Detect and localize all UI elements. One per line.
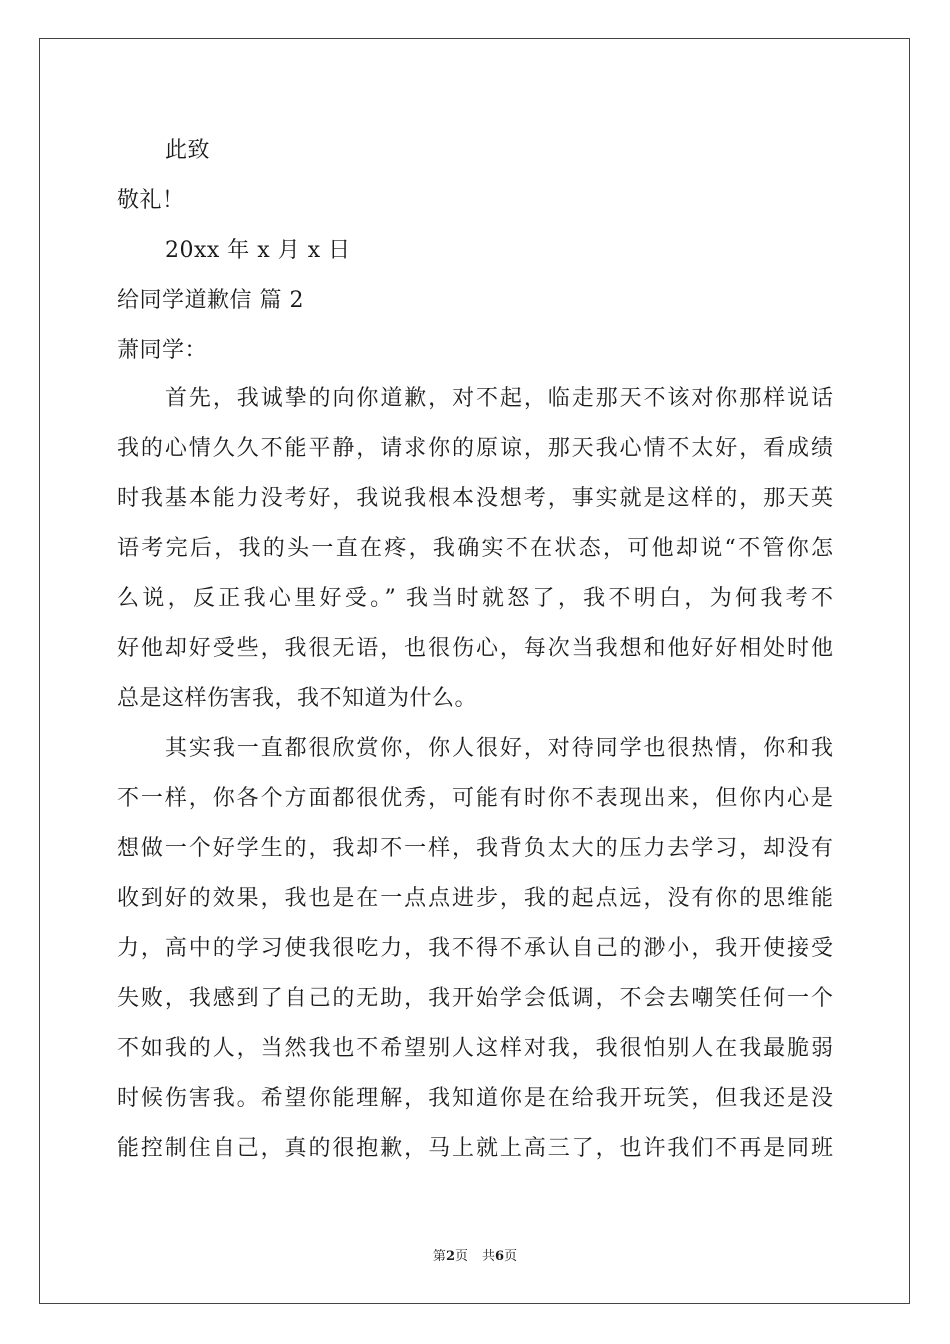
- total-suffix: 页: [504, 1249, 518, 1264]
- paragraph-line: 么说，反正我心里好受。” 我当时就怒了，我不明白，为何我考不: [117, 586, 833, 611]
- recipient-greeting: 萧同学：: [117, 338, 208, 363]
- page-suffix: 页: [454, 1249, 468, 1264]
- paragraph-line: 语考完后，我的头一直在疼，我确实不在状态，可他却说“不管你怎: [117, 536, 833, 561]
- paragraph-line: 能控制住自己，真的很抱歉，马上就上高三了，也许我们不再是同班: [117, 1136, 833, 1161]
- paragraph-line: 时我基本能力没考好，我说我根本没想考，事实就是这样的，那天英: [117, 486, 833, 511]
- paragraph-line: 首先，我诚挚的向你道歉，对不起，临走那天不该对你那样说话: [165, 386, 833, 411]
- paragraph-line: 收到好的效果，我也是在一点点进步，我的起点远，没有你的思维能: [117, 886, 833, 911]
- paragraph-line: 好他却好受些，我很无语，也很伤心，每次当我想和他好好相处时他: [117, 636, 833, 661]
- page-border: [39, 38, 910, 1304]
- page-prefix: 第: [432, 1249, 446, 1264]
- paragraph-line: 总是这样伤害我，我不知道为什么。: [117, 686, 478, 711]
- section-heading: 给同学道歉信 篇 2: [117, 288, 304, 313]
- paragraph-line: 不一样，你各个方面都很优秀，可能有时你不表现出来，但你内心是: [117, 786, 833, 811]
- paragraph-line: 想做一个好学生的，我却不一样，我背负太大的压力去学习，却没有: [117, 836, 833, 861]
- page-footer: [0, 1248, 950, 1266]
- total-prefix: 共: [482, 1249, 496, 1264]
- closing-salutation: 此致: [165, 138, 211, 163]
- paragraph-line: 时候伤害我。希望你能理解，我知道你是在给我开玩笑，但我还是没: [117, 1086, 833, 1111]
- paragraph-line: 我的心情久久不能平静，请求你的原谅，那天我心情不太好，看成绩: [117, 436, 833, 461]
- paragraph-line: 力，高中的学习使我很吃力，我不得不承认自己的渺小，我开使接受: [117, 936, 833, 961]
- page-number: 2: [445, 1249, 455, 1264]
- paragraph-line: 失败，我感到了自己的无助，我开始学会低调，不会去嘲笑任何一个: [117, 986, 833, 1011]
- total-pages: 6: [495, 1249, 505, 1264]
- closing-regards: 敬礼！: [117, 188, 185, 213]
- paragraph-line: 其实我一直都很欣赏你，你人很好，对待同学也很热情，你和我: [165, 736, 833, 761]
- letter-date: 20xx 年 x 月 x 日: [165, 238, 351, 263]
- paragraph-line: 不如我的人，当然我也不希望别人这样对我，我很怕别人在我最脆弱: [117, 1036, 833, 1061]
